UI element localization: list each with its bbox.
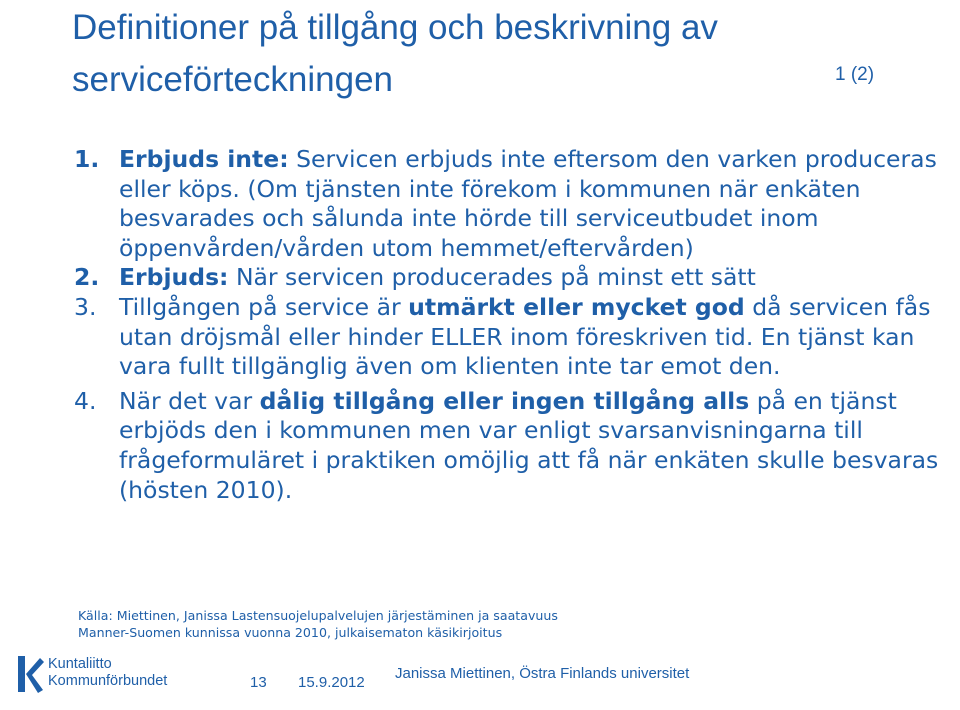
item-keyword: Erbjuds inte:: [119, 145, 289, 173]
list-item-4: [74, 387, 954, 505]
page-indicator: 1 (2): [835, 64, 875, 85]
item-keyword: Erbjuds:: [119, 263, 229, 292]
source-line-2: Manner-Suomen kunnissa vuonna 2010, julkaisematon käsikirjoitus: [78, 625, 503, 640]
logo-line-2: Kommunförbundet: [48, 673, 168, 689]
item-number: 2.: [74, 263, 100, 292]
item-emphasis: dålig tillgång eller ingen tillgång alls: [259, 386, 750, 415]
item-number: 4.: [74, 386, 97, 415]
slide-title-line-1: Definitioner på tillgång och beskrivning av: [72, 8, 718, 47]
item-number: 3.: [74, 292, 97, 321]
footer-author: Janissa Miettinen, Östra Finlands universitet: [395, 665, 690, 682]
item-text-pre: Tillgången på service är: [119, 292, 409, 321]
definition-list: [74, 145, 954, 505]
item-number: 1.: [74, 145, 100, 173]
item-text: När servicen producerades på minst ett sätt: [228, 263, 756, 292]
source-line-1: Källa: Miettinen, Janissa Lastensuojelupalvelujen järjestäminen ja saatavuus: [78, 608, 558, 623]
source-citation: [78, 607, 678, 641]
slide-date: 15.9.2012: [298, 674, 365, 691]
logo-wordmark: [48, 656, 167, 690]
slide-number: 13: [250, 674, 267, 691]
item-text-post: på en tjänst erbjöds den i kommunen men var enligt svarsanvisningarna till frågeformuläret i praktiken omöjlig att få när enkäten skulle besvaras (hösten 2010).: [119, 386, 939, 504]
item-text-pre: När det var: [119, 386, 260, 415]
list-item-1: [74, 145, 954, 263]
logo-line-1: Kuntaliitto: [48, 656, 112, 672]
list-item-2: [74, 263, 954, 293]
list-item-3: [74, 293, 954, 382]
item-emphasis: utmärkt eller mycket god: [408, 292, 745, 321]
slide-title: [72, 2, 932, 106]
item-text-post: då servicen fås utan dröjsmål eller hinder ELLER inom föreskriven tid. En tjänst kan vara fullt tillgänglig även om klienten inte tar emot den.: [119, 292, 931, 381]
slide-title-line-2: serviceförteckningen: [72, 60, 393, 99]
item-text: Servicen erbjuds inte eftersom den varken produceras eller köps. (Om tjänsten inte förekom i kommunen när enkäten besvarades och sålunda inte hörde till serviceutbudet inom öppenvården/vården utom hemmet/eftervården): [119, 145, 937, 262]
kuntaliitto-logo-icon: [16, 654, 44, 694]
